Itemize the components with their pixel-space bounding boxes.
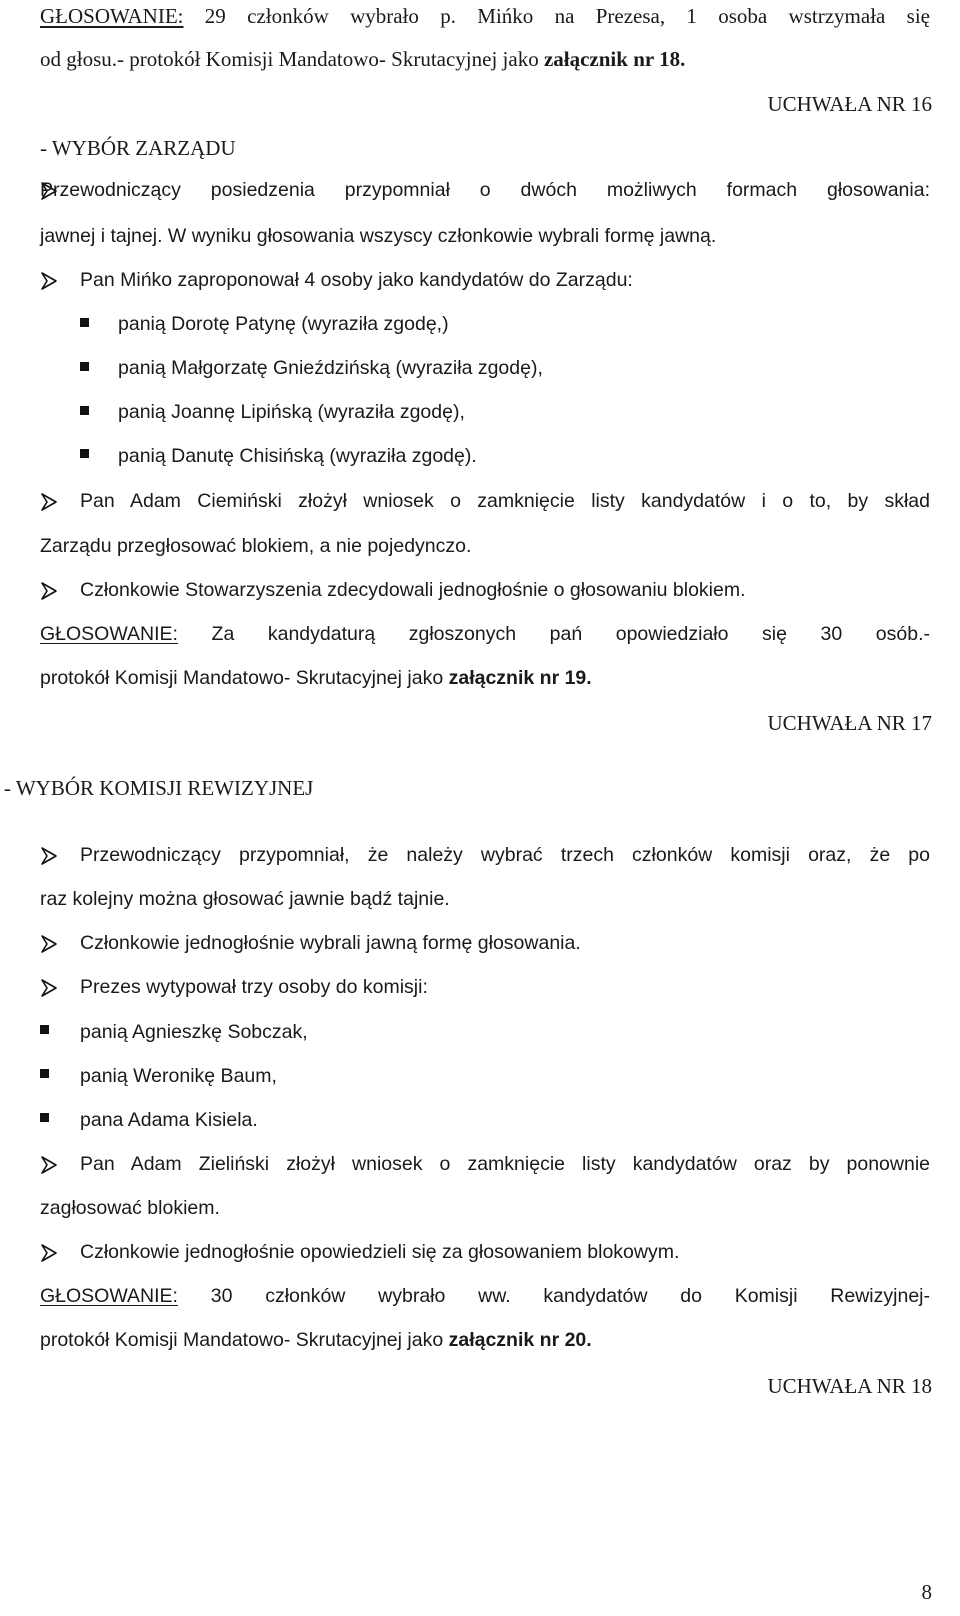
- protocol-text: od głosu.- protokół Komisji Mandatowo- Skrutacyjnej jako: [40, 47, 544, 71]
- bullet-text: Członkowie Stowarzyszenia zdecydowali jednogłośnie o głosowaniu blokiem.: [80, 579, 746, 601]
- arrow-bullet-icon: [38, 491, 60, 513]
- protocol-line: protokół Komisji Mandatowo- Skrutacyjnej jako załącznik nr 20.: [40, 1329, 592, 1351]
- square-bullet-icon: [40, 1113, 49, 1122]
- vote-label: GŁOSOWANIE:: [40, 1285, 178, 1307]
- square-bullet-icon: [40, 1025, 49, 1034]
- protocol-line: [40, 45, 685, 73]
- resolution-heading: UCHWAŁA NR 18: [767, 1374, 932, 1398]
- vote-line: GŁOSOWANIE: Za kandydaturą zgłoszonych pań opowiedziało się 30 osób.-: [40, 623, 930, 645]
- square-bullet-icon: [40, 1069, 49, 1078]
- section-heading: - WYBÓR ZARZĄDU: [40, 136, 236, 160]
- arrow-bullet-icon: [38, 845, 60, 867]
- candidate-item: panią Weronikę Baum,: [80, 1065, 277, 1087]
- page-number: 8: [921, 1580, 932, 1604]
- vote-text: 29 członków wybrało p. Mińko na Prezesa, 1 osoba wstrzymała się: [183, 4, 930, 28]
- arrow-bullet-icon: [38, 933, 60, 955]
- vote-label: GŁOSOWANIE:: [40, 623, 178, 645]
- attachment-ref: załącznik nr 19.: [448, 667, 592, 689]
- bullet-text: Prezes wytypował trzy osoby do komisji:: [80, 976, 428, 998]
- square-bullet-icon: [80, 449, 89, 458]
- bullet-text: Pan Adam Ciemiński złożył wniosek o zamknięcie listy kandydatów i o to, by skład: [80, 490, 930, 512]
- attachment-ref: załącznik nr 18.: [543, 47, 686, 71]
- candidate-item: pana Adama Kisiela.: [80, 1109, 258, 1131]
- candidate-item: panią Dorotę Patynę (wyraziła zgodę,): [118, 313, 449, 335]
- bullet-text-cont: raz kolejny można głosować jawnie bądź tajnie.: [40, 888, 450, 910]
- square-bullet-icon: [80, 362, 89, 371]
- bullet-text: Członkowie jednogłośnie opowiedzieli się za głosowaniem blokowym.: [80, 1241, 680, 1263]
- protocol-line: protokół Komisji Mandatowo- Skrutacyjnej jako załącznik nr 19.: [40, 667, 592, 689]
- bullet-text: Pan Adam Zieliński złożył wniosek o zamknięcie listy kandydatów oraz by ponownie: [80, 1153, 930, 1175]
- arrow-bullet-icon: [38, 1154, 60, 1176]
- vote-line: GŁOSOWANIE: 30 członków wybrało ww. kandydatów do Komisji Rewizyjnej-: [40, 1285, 930, 1307]
- arrow-bullet-icon: [38, 1242, 60, 1264]
- arrow-bullet-icon: [38, 977, 60, 999]
- candidate-item: panią Joannę Lipińską (wyraziła zgodę),: [118, 401, 465, 423]
- arrow-bullet-icon: [38, 580, 60, 602]
- candidate-item: panią Małgorzatę Gnieździńską (wyraziła zgodę),: [118, 357, 543, 379]
- bullet-text: Pan Mińko zaproponował 4 osoby jako kandydatów do Zarządu:: [80, 269, 633, 291]
- resolution-heading: UCHWAŁA NR 16: [767, 92, 932, 116]
- resolution-heading: UCHWAŁA NR 17: [767, 711, 932, 735]
- arrow-bullet-icon: [38, 270, 60, 292]
- bullet-text: Przewodniczący przypomniał, że należy wybrać trzech członków komisji oraz, że po: [80, 844, 930, 866]
- bullet-text-cont: Zarządu przegłosować blokiem, a nie pojedynczo.: [40, 535, 472, 557]
- candidate-item: panią Agnieszkę Sobczak,: [80, 1021, 308, 1043]
- vote-line: [40, 2, 930, 30]
- bullet-text: Członkowie jednogłośnie wybrali jawną formę głosowania.: [80, 932, 581, 954]
- section-heading: - WYBÓR KOMISJI REWIZYJNEJ: [4, 776, 314, 800]
- square-bullet-icon: [80, 406, 89, 415]
- square-bullet-icon: [80, 318, 89, 327]
- bullet-text-cont: zagłosować blokiem.: [40, 1197, 220, 1219]
- bullet-text-cont: jawnej i tajnej. W wyniku głosowania wszyscy członkowie wybrali formę jawną.: [40, 225, 717, 247]
- candidate-item: panią Danutę Chisińską (wyraziła zgodę).: [118, 445, 477, 467]
- attachment-ref: załącznik nr 20.: [448, 1329, 592, 1351]
- bullet-text: Przewodniczący posiedzenia przypomniał o dwóch możliwych formach głosowania:: [40, 179, 930, 201]
- vote-label: GŁOSOWANIE:: [40, 4, 184, 28]
